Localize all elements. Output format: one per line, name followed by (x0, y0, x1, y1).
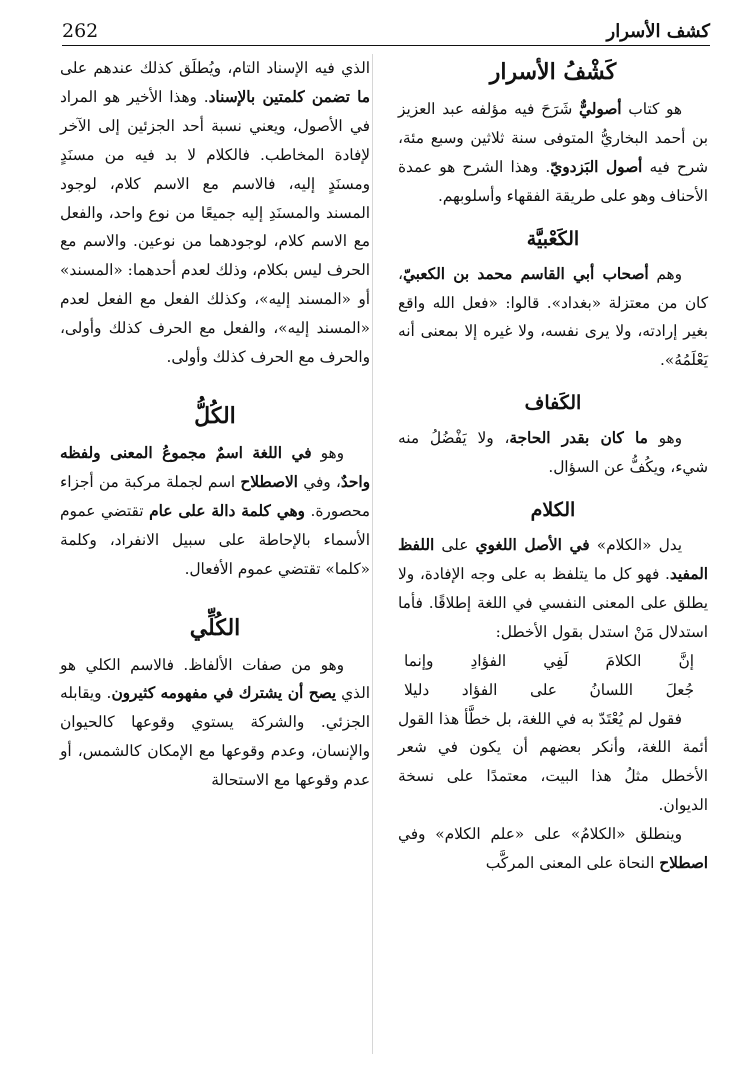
text-run: وهو (647, 429, 682, 448)
text-run: على (434, 536, 476, 555)
text-run: ، ولا يَفْضُلُ منه شيء، ويكُفُّ عن السؤال. (398, 429, 708, 477)
entry-text-kabiyya (398, 260, 708, 376)
text-run: اسم لجملة مركبة من أجزاء محصورة. (60, 472, 370, 520)
bold-term: وهي كلمة دالة على عام (149, 501, 305, 520)
bold-term: يصح أن يشترك في مفهومه كثيرون (111, 684, 337, 703)
text-run: وهم (648, 264, 682, 283)
page-header (62, 10, 710, 46)
entry-text-kalam-continued (60, 54, 370, 372)
page-number: 262 (62, 20, 99, 42)
text-run: النحاة على المعنى المركَّب (485, 854, 660, 873)
right-column (398, 54, 708, 878)
text-run: هو كتاب (621, 100, 682, 118)
column-divider (372, 54, 373, 1054)
bold-term: في اللغة اسمٌ مجموعُ المعنى ولفظه واحدٌ (60, 443, 370, 491)
text-run: . وهذا الشرح هو عمدة الأحناف وهو على طريقة الفقهاء وأسلوبهم. (398, 157, 708, 205)
running-title: كشف الأسرار (606, 21, 710, 42)
entry-text-kalam-3 (398, 820, 708, 878)
entry-title-kulli: الكُلِّي (189, 614, 241, 641)
text-run: . ويقابله الجزئي. والشركة يستوي وقوعها كالحيوان والإنسان، وعدم وقوعها مع الإمكان كالشمس، أو عدم وقوعها مع الاستحالة (60, 684, 370, 790)
entry-text-kull (60, 439, 370, 584)
verse-line-1: إنَّ الكلامَ لَفِي الفؤادِ وإنما (404, 651, 694, 670)
bold-term: الاصطلاح (240, 472, 298, 491)
text-run: ، وفي (297, 472, 341, 491)
entry-text-kashf (398, 95, 708, 211)
text-run: وهو من صفات الألفاظ. فالاسم الكلي هو الذي (60, 655, 371, 703)
verse-line-2: جُعلَ اللسانُ على الفؤاد دليلا (404, 680, 694, 699)
text-run: الذي فيه الإسناد التام، ويُطلَق كذلك عندهم على (60, 59, 370, 77)
bold-term: ما كان بقدر الحاجة (509, 429, 648, 448)
bold-term: أصول البَزدويّ (550, 157, 643, 176)
bold-term: ما تضمن كلمتين بالإسناد (208, 87, 370, 106)
left-column (60, 54, 370, 795)
text-run: . وهذا الأخير هو المراد في الأصول، ويعني نسبة أحد الجزئين إلى الآخر لإفادة المخاطب. فالكلام لا بد فيه من مسنَدٍ ومسنَدٍ إليه، فالاسم مع الاسم كلام، لوجود المسند والمسنَدِ إليه جميعًا من نوع واحد، والفعل مع الاسم كلام، لوجودهما من نوعين. والاسم مع الحرف ليس بكلام، وذلك لعدم أحدهما: «المسند» أو «المسند إليه»، وكذلك الفعل مع الفعل لعدم «المسند إليه»، والفعل مع الحرف كذلك وأولى، والحرف مع الحرف كذلك وأولى. (60, 87, 370, 367)
text-run: ، كان من معتزلة «بغداد». قالوا: «فعل الله واقع بغير إرادته، ولا يرى نفسه، ولا غيره إلا بمعنى أنه يَعْلَمُهُ». (398, 264, 708, 370)
text-run: يدل «الكلام» (589, 536, 682, 555)
entry-text-kulli (60, 651, 370, 796)
bold-term: اللفظ المفيد (398, 536, 708, 583)
bold-term: أصحاب أبي القاسم محمد بن الكعبيّ (402, 264, 649, 283)
text-run: وينطلق «الكلامُ» على «علم الكلام» وفي (398, 825, 682, 844)
text-run: شَرَحَ فيه مؤلفه عبد العزيز بن أحمد البخاريُّ المتوفى سنة ثلاثين وسبع مئة، شرح فيه (398, 100, 708, 176)
text-run: . فهو كل ما يتلفظ به على وجه الإفادة، ولا يطلق على المعنى النفسي في اللغة إطلاقًا. فأما استدلال مَنْ استدل بقول الأخطل: (398, 564, 708, 641)
bold-term: في الأصل اللغوي (475, 536, 590, 555)
entry-title-kafaf: الكَفاف (524, 392, 582, 415)
bold-term: اصطلاح (659, 854, 708, 873)
entry-text-kalam (398, 531, 708, 647)
entry-title-kabiyya: الكَعْبيَّة (526, 227, 580, 250)
entry-title-kalam: الكلام (530, 499, 576, 522)
text-run: تقتضي عموم الأسماء بالإحاطة على سبيل الانفراد، وكلمة «كلما» تقتضي عموم الأفعال. (60, 501, 370, 578)
text-run: وهو (311, 443, 344, 462)
bold-term: أصوليٌّ (578, 100, 622, 118)
entry-text-kafaf (398, 424, 708, 482)
entry-title-kull: الكُلُّ (194, 402, 236, 429)
entry-title-kashf: كَشْفُ الأسرار (489, 59, 617, 85)
entry-text-kalam-2: فقول لم يُعْتَدّ به في اللغة، بل خطَّأ هذا القول أئمة اللغة، وأنكر بعضهم أن يكون في شعر الأخطل مثلُ هذا البيت، معتمدًا على نسخة الديوان. (398, 709, 708, 815)
